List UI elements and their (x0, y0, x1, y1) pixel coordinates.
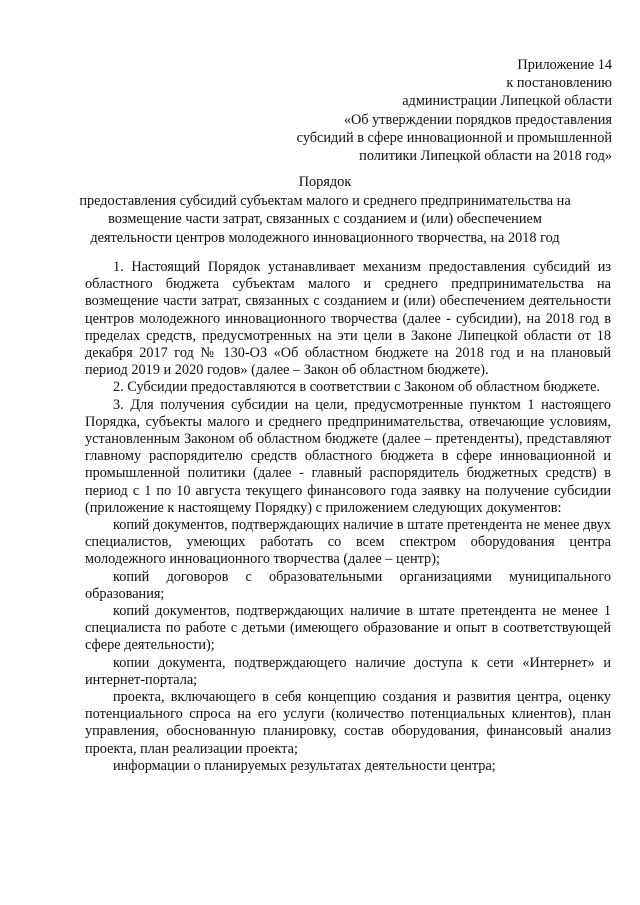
title-main: Порядок (298, 174, 352, 190)
title-line: возмещение части затрат, связанных с созданием и (или) обеспечением (108, 211, 542, 228)
document-list-item: копии документа, подтверждающего наличие доступа к сети «Интернет» и интернет-портала; (85, 654, 611, 688)
appendix-line: Приложение 14 (517, 57, 612, 73)
document-list-item: копий договоров с образовательными организациями муниципального образования; (85, 568, 611, 602)
document-list-item: проекта, включающего в себя концепцию создания и развития центра, оценку потенциального спроса на его услуги (количество потенциальных клиентов), план управления, обоснованную планировку, состав оборудования, финансовый анализ проекта, план реализации проекта; (85, 689, 611, 757)
paragraph-1: 1. Настоящий Порядок устанавливает механизм предоставления субсидий из областного бюджета субъектам малого и среднего предпринимательства на возмещение части затрат, связанных с созданием и (или) обеспечением деятельности центров молодежного инновационного творчества (далее - субсидии), на 2018 год в пределах средств, предусмотренных на эти цели в Законе Липецкой области от 18 декабря 2017 год № 130-ОЗ «Об областном бюджете на 2018 год и на плановый период 2019 и 2020 годов» (далее – Закон об областном бюджете). (85, 259, 611, 379)
title-line: деятельности центров молодежного инновационного творчества, на 2018 год (90, 229, 560, 246)
appendix-line: к постановлению (506, 75, 612, 92)
document-title (40, 173, 610, 247)
document-list-item: информации о планируемых результатах деятельности центра; (113, 757, 496, 774)
appendix-line: субсидий в сфере инновационной и промышленной (296, 129, 612, 146)
appendix-header (52, 56, 612, 165)
appendix-line: администрации Липецкой области (402, 93, 612, 110)
document-list-item: копий документов, подтверждающих наличие в штате претендента не менее двух специалистов, умеющих работать со всем спектром оборудования центра молодежного инновационного творчества (далее – центр); (85, 517, 611, 568)
title-line: предоставления субсидий субъектам малого и среднего предпринимательства на (79, 193, 571, 210)
appendix-line: «Об утверждении порядков предоставления (343, 111, 612, 128)
paragraph-2: 2. Субсидии предоставляются в соответствии с Законом об областном бюджете. (113, 379, 601, 396)
paragraph-3: 3. Для получения субсидии на цели, предусмотренные пунктом 1 настоящего Порядка, субъекты малого и среднего предпринимательства, отвечающие условиям, установленным Законом об областном бюджете (далее – претенденты), представляют главному распорядителю средств областного бюджета в сфере инновационной и промышленной политики (далее - главный распорядитель бюджетных средств) в период с 1 по 10 августа текущего финансового года заявку на получение субсидии (приложение к настоящему Порядку) с приложением следующих документов: (85, 396, 611, 516)
document-body (85, 259, 611, 775)
document-list-item: копий документов, подтверждающих наличие в штате претендента не менее 1 специалиста по работе с детьми (имеющего образование и опыт в соответствующей сфере деятельности); (85, 603, 611, 654)
appendix-line: политики Липецкой области на 2018 год» (359, 148, 612, 165)
